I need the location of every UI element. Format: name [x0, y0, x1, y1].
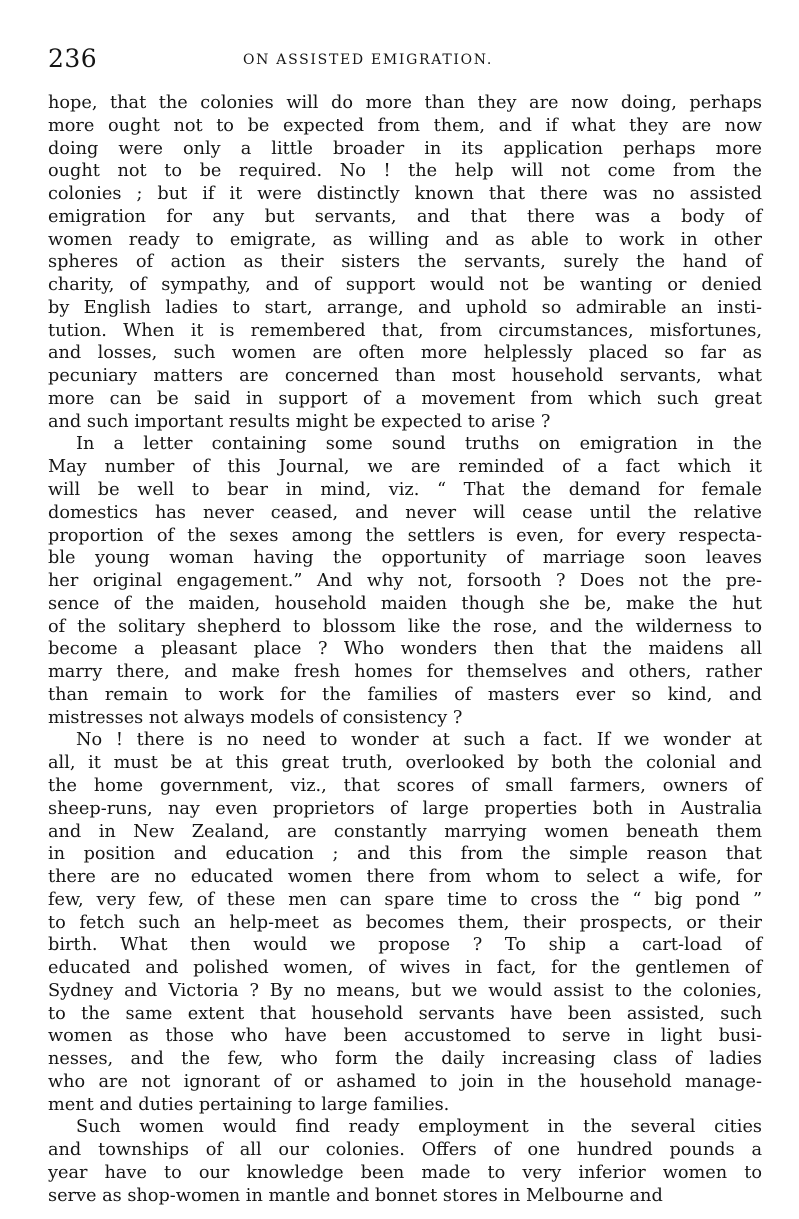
text-line: birth. What then would we propose ? To ship a cart-load of [48, 935, 762, 956]
running-title: ON ASSISTED EMIGRATION. [243, 52, 493, 68]
text-line: there are no educated women there from whom to select a wife, for [48, 867, 762, 888]
text-line: to fetch such an help-meet as becomes them, their prospects, or their [48, 912, 762, 933]
text-line: doing were only a little broader in its application perhaps more [48, 138, 762, 159]
text-line: all, it must be at this great truth, overlooked by both the colonial and [48, 753, 762, 774]
text-line: and townships of all our colonies. Offers of one hundred pounds a [48, 1140, 762, 1161]
text-line: colonies ; but if it were distinctly known that there was no assisted [48, 184, 762, 205]
text-line: women as those who have been accustomed to serve in light busi- [48, 1026, 762, 1047]
paragraph [48, 92, 762, 433]
text-line: will be well to bear in mind, viz. “ That the demand for female [48, 480, 762, 501]
text-line: pecuniary matters are concerned than most household servants, what [48, 366, 762, 387]
text-line: and in New Zealand, are constantly marrying women beneath them [48, 821, 762, 842]
text-line: tution. When it is remembered that, from circumstances, misfortunes, [48, 320, 762, 341]
paragraph [48, 433, 762, 729]
text-line: ble young woman having the opportunity of marriage soon leaves [48, 548, 762, 569]
paragraph [48, 729, 762, 1116]
text-line: sence of the maiden, household maiden though she be, make the hut [48, 593, 762, 614]
text-line: in position and education ; and this from the simple reason that [48, 844, 762, 865]
page-header [48, 40, 762, 74]
text-line: mistresses not always models of consistency ? [48, 707, 463, 728]
text-line: Sydney and Victoria ? By no means, but we would assist to the colonies, [48, 980, 762, 1001]
text-line: by English ladies to start, arrange, and uphold so admirable an insti- [48, 297, 762, 318]
text-line: ought not to be required. No ! the help will not come from the [48, 161, 762, 182]
text-line: In a letter containing some sound truths on emigration in the [76, 434, 762, 455]
text-line: educated and polished women, of wives in fact, for the gentlemen of [48, 958, 762, 979]
article-body [48, 92, 762, 1208]
text-line: No ! there is no need to wonder at such a fact. If we wonder at [76, 730, 762, 751]
text-line: emigration for any but servants, and that there was a body of [48, 206, 762, 227]
text-line: and such important results might be expected to arise ? [48, 411, 551, 432]
text-line: become a pleasant place ? Who wonders then that the maidens all [48, 639, 762, 660]
text-line: than remain to work for the families of masters ever so kind, and [48, 684, 762, 705]
text-line: proportion of the sexes among the settlers is even, for every respecta- [48, 525, 762, 546]
text-line: more ought not to be expected from them, and if what they are now [48, 115, 762, 136]
text-line: spheres of action as their sisters the servants, surely the hand of [48, 252, 762, 273]
text-line: of the solitary shepherd to blossom like the rose, and the wilderness to [48, 616, 762, 637]
text-line: nesses, and the few, who form the daily increasing class of ladies [48, 1049, 762, 1070]
page [48, 40, 762, 1208]
page-number: 236 [48, 44, 98, 73]
text-line: serve as shop-women in mantle and bonnet stores in Melbourne and [48, 1185, 663, 1206]
text-line: marry there, and make fresh homes for themselves and others, rather [48, 662, 762, 683]
text-line: domestics has never ceased, and never will cease until the relative [48, 502, 762, 523]
text-line: and losses, such women are often more helplessly placed so far as [48, 343, 762, 364]
text-line: who are not ignorant of or ashamed to join in the household manage- [48, 1071, 762, 1092]
text-line: year have to our knowledge been made to very inferior women to [48, 1162, 762, 1183]
text-line: women ready to emigrate, as willing and as able to work in other [48, 229, 762, 250]
text-line: ment and duties pertaining to large families. [48, 1094, 450, 1115]
text-line: sheep-runs, nay even proprietors of large properties both in Australia [48, 798, 762, 819]
text-line: hope, that the colonies will do more than they are now doing, perhaps [48, 93, 762, 113]
text-line: to the same extent that household servants have been assisted, such [48, 1003, 762, 1024]
text-line: more can be said in support of a movement from which such great [48, 388, 762, 409]
text-line: her original engagement.” And why not, forsooth ? Does not the pre- [48, 571, 762, 592]
text-line: the home government, viz., that scores of small farmers, owners of [48, 775, 762, 796]
text-line: Such women would find ready employment in the several cities [76, 1117, 762, 1138]
text-line: May number of this Journal, we are reminded of a fact which it [48, 457, 762, 478]
text-line: few, very few, of these men can spare time to cross the “ big pond ” [48, 889, 762, 910]
paragraph [48, 1116, 762, 1207]
text-line: charity, of sympathy, and of support would not be wanting or denied [48, 275, 762, 296]
